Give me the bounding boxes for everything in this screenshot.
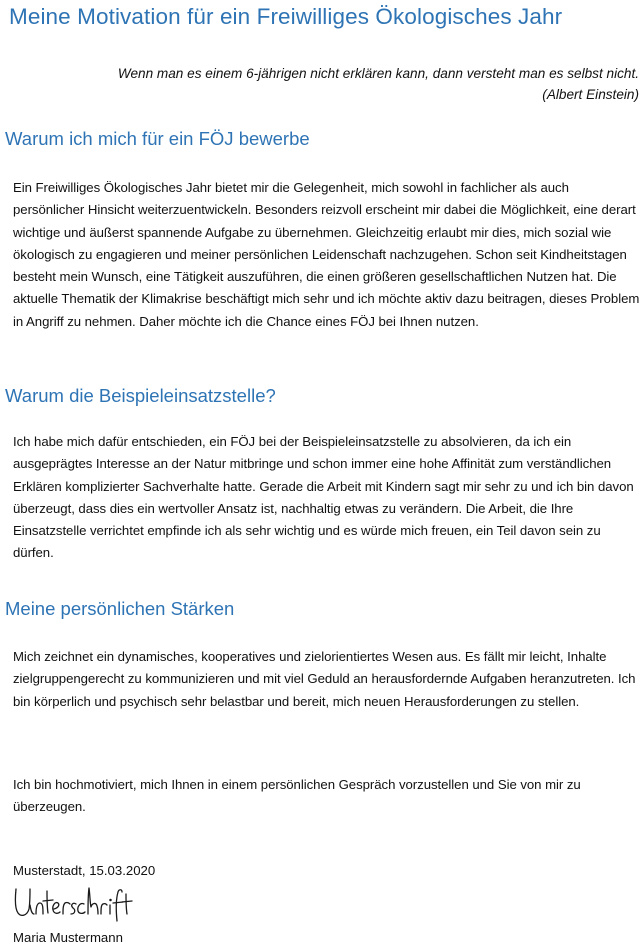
section-text-why-foej: Ein Freiwilliges Ökologisches Jahr bietet mir die Gelegenheit, mich sowohl in fachlicher als auch persönlicher Hinsicht weiterzuentwickeln. Besonders reizvoll erscheint mir dabei die Möglichkeit, eine derart wichtige und äußerst spannende Aufgabe zu übernehmen. Gleichzeitig erlaubt mir dies, mich sozial wie ökologisch zu engagieren und meiner persönlichen Leidenschaft nachzugehen. Schon seit Kindheitstagen besteht mein Wunsch, eine Tätigkeit auszuführen, die einen größeren gesellschaftlichen Nutzen hat. Die aktuelle Thematik der Klimakrise beschäftigt mich sehr und ich möchte aktiv dazu beitragen, dieses Problem in Angriff zu nehmen. Daher möchte ich die Chance eines FÖJ bei Ihnen nutzen. bbox=[13, 180, 640, 329]
section-text-strengths: Mich zeichnet ein dynamisches, kooperatives und zielorientiertes Wesen aus. Es fällt mir leicht, Inhalte zielgruppengerecht zu kommunizieren und mit viel Geduld an herausfordernde Aufgaben heranzutreten. Ich bin körperlich und psychisch sehr belastbar und bereit, mich neuen Herausforderungen zu stellen. bbox=[13, 649, 636, 709]
place-date: Musterstadt, 15.03.2020 bbox=[13, 863, 156, 878]
section-heading-why-placement: Warum die Beispieleinsatzstelle? bbox=[5, 385, 276, 406]
quote-author: (Albert Einstein) bbox=[542, 87, 639, 102]
section-heading-strengths: Meine persönlichen Stärken bbox=[5, 598, 235, 619]
section-text-why-placement: Ich habe mich dafür entschieden, ein FÖJ bei der Beispieleinsatzstelle zu absolvieren, da ich ein ausgeprägtes Interesse an der Natur mitbringe und schon immer eine hohe Affinität zum verständlichen Erklären komplizierter Sachverhalte hatte. Gerade die Arbeit mit Kindern sagt mir sehr zu und ich bin davon überzeugt, dass dies ein wertvoller Ansatz ist, nachhaltig etwas zu verändern. Die Arbeit, die Ihre Einsatzstelle verrichtet empfinde ich als sehr wichtig und es würde mich freuen, ein Teil davon sein zu dürfen. bbox=[13, 434, 634, 561]
closing-text: Ich bin hochmotiviert, mich Ihnen in einem persönlichen Gespräch vorzustellen und Sie von mir zu überzeugen. bbox=[13, 777, 581, 815]
sender-name: Maria Mustermann bbox=[13, 930, 123, 945]
page-title: Meine Motivation für ein Freiwilliges Ökologisches Jahr bbox=[9, 4, 563, 29]
signature bbox=[12, 881, 134, 923]
quote-text: Wenn man es einem 6-jährigen nicht erklären kann, dann versteht man es selbst nicht. bbox=[117, 66, 639, 81]
quote-block bbox=[39, 63, 639, 105]
section-heading-why-foej: Warum ich mich für ein FÖJ bewerbe bbox=[5, 128, 310, 149]
